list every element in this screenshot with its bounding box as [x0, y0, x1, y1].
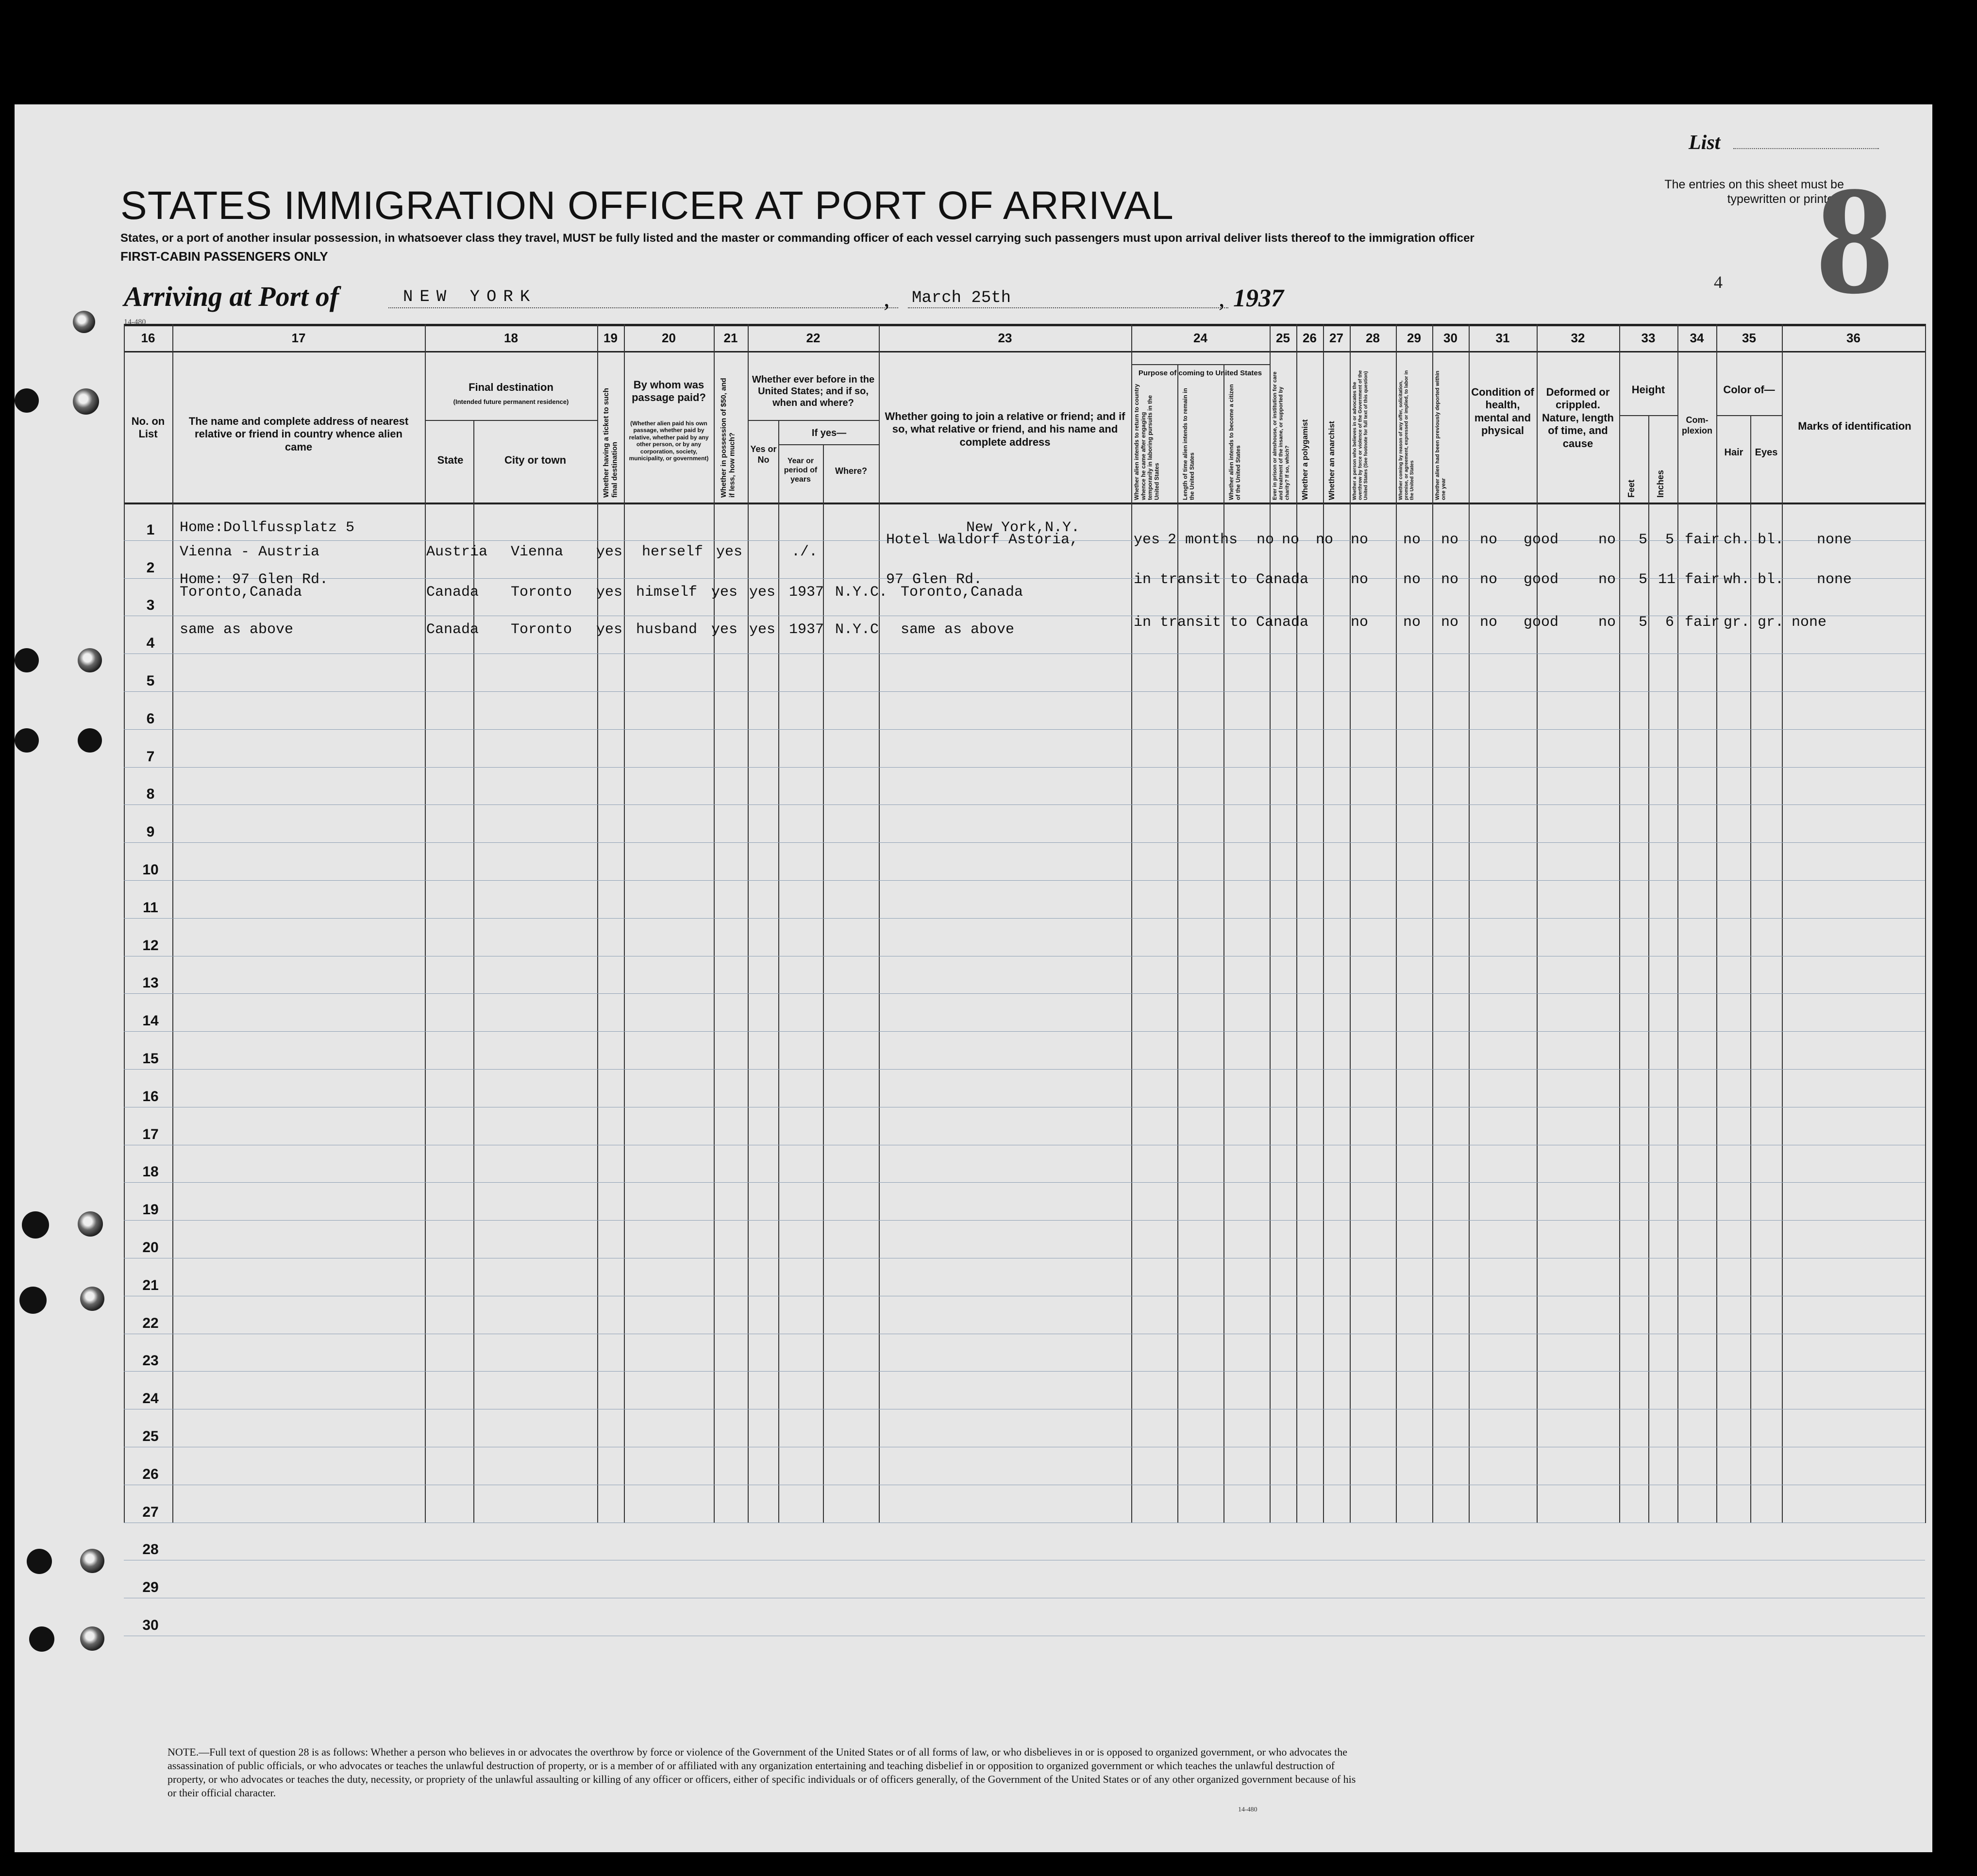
row3-inches: 6: [1665, 614, 1675, 631]
header-city: City or town: [504, 454, 567, 466]
column-line: [1677, 324, 1678, 1523]
row3-deformed: no: [1598, 614, 1616, 631]
row-rule: [124, 804, 1925, 805]
row-rule: [124, 842, 1925, 843]
header-final-destination: Final destination: [469, 381, 553, 393]
row3-paid-by: husband: [636, 621, 698, 638]
row3-anarchist: no: [1351, 614, 1369, 631]
header-q28: Whether a person who believes in or advocates the overthrow by force or violence of the Government of the United States (See footnote for full text of this question): [1352, 370, 1369, 500]
header-possession-50: Whether in possession of $50, and if less, how much?: [720, 378, 737, 498]
row-number: 19: [142, 1202, 159, 1218]
column-line: [823, 444, 824, 1523]
header-where: Where?: [835, 466, 867, 476]
header-purpose: Purpose of coming to United States: [1138, 369, 1262, 377]
row-rule: [124, 918, 1925, 919]
row1-length: 2 months: [1168, 532, 1238, 548]
column-number: 24: [1193, 331, 1207, 345]
list-label: List: [1689, 132, 1721, 154]
subheading: States, or a port of another insular possession, in whatsoever class they travel, MUST be fully listed and the master or commanding officer of each vessel carrying such passengers must upon arrival deliver lists thereof to the immigration officer: [120, 232, 1474, 245]
row-number: 12: [142, 937, 159, 954]
row3-possession: yes: [711, 621, 738, 638]
row-rule: [124, 729, 1925, 730]
binder-rivet: [80, 1287, 104, 1311]
row2-address-line1: Home: 97 Glen Rd.: [180, 571, 329, 588]
header-feet: Feet: [1626, 479, 1636, 498]
column-line: [1648, 415, 1649, 1523]
column-line: [425, 324, 426, 1523]
page-title: STATES IMMIGRATION OFFICER AT PORT OF ARRIVAL: [120, 184, 1174, 228]
row2-anarchist: no: [1351, 571, 1369, 588]
form-code: 14-480: [124, 318, 146, 326]
binder-hole: [27, 1549, 52, 1574]
header-purpose-return: Whether alien intends to return to country whence he came after engaging temporarily in laboring pursuits in the United States: [1133, 384, 1160, 500]
header-health: Condition of health, mental and physical: [1471, 386, 1534, 437]
row-number: 8: [146, 786, 155, 803]
row-number: 27: [142, 1504, 159, 1520]
column-number: 35: [1742, 331, 1756, 345]
row1-before-year: ./.: [791, 544, 818, 560]
row-rule: [124, 578, 1925, 579]
row1-city: Vienna: [511, 544, 564, 560]
row-number: 23: [142, 1353, 159, 1369]
row-rule: [124, 1031, 1925, 1032]
header-color-of: Color of—: [1723, 384, 1775, 396]
header-eyes: Eyes: [1755, 447, 1778, 458]
column-line: [624, 324, 625, 1523]
table-top-rule: [124, 324, 1925, 326]
row3-health: good: [1524, 614, 1559, 631]
header-no-on-list: No. on List: [131, 415, 165, 440]
row1-state: Austria: [426, 544, 488, 560]
row-number: 7: [146, 748, 155, 765]
row-number: 18: [142, 1164, 159, 1180]
header-nearest-relative: The name and complete address of nearest relative or friend in country whence alien came: [188, 415, 409, 453]
column-line: [714, 324, 715, 1523]
column-line: [1782, 324, 1783, 1523]
row2-city: Toronto: [511, 584, 572, 601]
column-line: [748, 324, 749, 1523]
row-number: 20: [142, 1240, 159, 1256]
column-number: 19: [603, 331, 618, 345]
column-number: 31: [1495, 331, 1510, 345]
column-line: [778, 420, 779, 1523]
header-inches: Inches: [1656, 469, 1665, 498]
column-line: [1925, 324, 1926, 1523]
typewritten-note: The entries on this sheet must be typewritten or printed.: [1664, 178, 1844, 206]
row-rule: [124, 653, 1925, 654]
row1-polygamist: no: [1316, 532, 1334, 548]
comma-1: ,: [884, 285, 890, 312]
row2-purpose: in transit to Canada: [1134, 571, 1309, 588]
row1-q28: no: [1403, 532, 1421, 548]
row1-anarchist: no: [1351, 532, 1369, 548]
row1-join-line2: Hotel Waldorf Astoria,: [886, 532, 1079, 548]
row3-q28: no: [1403, 614, 1421, 631]
header-hair: Hair: [1724, 447, 1743, 458]
column-line: [879, 324, 880, 1523]
binder-rivet: [73, 388, 99, 415]
column-line: [1432, 324, 1433, 1523]
row2-deformed: no: [1598, 571, 1616, 588]
bottom-form-code: 14-480: [1238, 1806, 1257, 1813]
row1-prison: no: [1282, 532, 1300, 548]
row3-complexion: fair: [1685, 614, 1720, 631]
row-rule: [124, 993, 1925, 994]
binder-hole: [22, 1211, 49, 1239]
header-deformed: Deformed or crippled. Nature, length of time, and cause: [1542, 386, 1614, 450]
row1-purpose: yes: [1134, 532, 1160, 548]
row2-state: Canada: [426, 584, 479, 601]
row2-health: good: [1524, 571, 1559, 588]
row-number: 25: [142, 1428, 159, 1444]
header-prison: Ever in prison or almshouse, or institution for care and treatment of the insane, or supported by charity? If so, which?: [1272, 371, 1290, 500]
header-state: State: [437, 454, 464, 466]
row-number: 24: [142, 1390, 159, 1407]
row-number: 3: [146, 597, 155, 614]
row-number: 30: [142, 1617, 159, 1633]
row3-address-line1: same as above: [180, 621, 294, 638]
arriving-label: Arriving at Port of: [124, 281, 339, 312]
column-number: 33: [1641, 331, 1656, 345]
subheader-rule: [1619, 415, 1677, 416]
column-line: [1619, 324, 1620, 1523]
row-rule: [124, 1220, 1925, 1221]
row2-before-yesno: yes: [749, 584, 776, 601]
subheader-rule: [1131, 364, 1270, 365]
row-rule: [124, 767, 1925, 768]
row3-marks: none: [1792, 614, 1827, 631]
header-passage-paid-sub: (Whether alien paid his own passage, whether paid by relative, whether paid by any other person, or by any corporation, society, municipality, or government): [629, 420, 709, 462]
row2-complexion: fair: [1685, 571, 1720, 588]
column-line: [1469, 324, 1470, 1523]
year-value: 1937: [1233, 285, 1284, 312]
subheader-rule: [748, 420, 879, 421]
row2-join-line1: 97 Glen Rd.: [886, 571, 983, 588]
row1-address-line2: Vienna - Austria: [180, 544, 320, 560]
column-line: [1323, 324, 1324, 1523]
row2-deported: no: [1480, 571, 1498, 588]
row-number: 5: [146, 673, 155, 689]
row3-deported: no: [1480, 614, 1498, 631]
header-bottom-rule: [124, 502, 1925, 504]
column-number: 16: [141, 331, 155, 345]
row2-address-line2: Toronto,Canada: [180, 584, 302, 601]
column-number: 18: [504, 331, 518, 345]
row1-feet: 5: [1639, 532, 1648, 548]
column-number: 17: [291, 331, 306, 345]
list-number: 8: [1816, 154, 1893, 326]
row1-inches: 5: [1665, 532, 1675, 548]
binder-hole: [15, 728, 39, 753]
row-number: 16: [142, 1088, 159, 1105]
column-number-rule: [124, 351, 1925, 352]
binder-hole: [29, 1626, 54, 1652]
row-number: 10: [142, 862, 159, 878]
row-number: 13: [142, 975, 159, 991]
binder-rivet: [80, 1626, 104, 1651]
column-line: [1270, 324, 1271, 1523]
row1-ticket: yes: [596, 544, 623, 560]
column-line: [1537, 324, 1538, 1523]
column-line: [1716, 324, 1717, 1523]
row2-possession: yes: [711, 584, 738, 601]
row3-before-year: 1937: [789, 621, 824, 638]
row-rule: [124, 880, 1925, 881]
header-complexion: Com-plexion: [1681, 415, 1712, 436]
port-line: [388, 307, 898, 308]
binder-hole: [15, 648, 39, 672]
row3-before-where: N.Y.C: [835, 621, 879, 638]
binder-rivet: [73, 311, 95, 333]
column-number: 36: [1846, 331, 1860, 345]
subheader-rule: [778, 444, 879, 445]
row1-complexion: fair: [1685, 532, 1720, 548]
row-number: 11: [143, 899, 158, 916]
row3-state: Canada: [426, 621, 479, 638]
row1-join-line1: New York,N.Y.: [966, 519, 1080, 536]
row1-eyes: bl.: [1758, 532, 1784, 548]
row2-inches: 11: [1658, 571, 1676, 588]
list-line: [1733, 148, 1879, 149]
column-number: 26: [1303, 331, 1317, 345]
row2-before-where: N.Y.C.: [835, 584, 888, 601]
row2-before-year: 1937: [789, 584, 824, 601]
row3-ticket: yes: [596, 621, 623, 638]
column-line: [124, 324, 125, 1523]
column-line: [597, 324, 598, 1523]
row-number: 1: [146, 521, 155, 538]
binder-hole: [78, 728, 102, 753]
row3-eyes: gr.: [1758, 614, 1784, 631]
column-line: [1350, 324, 1351, 1523]
row2-paid-by: himself: [636, 584, 698, 601]
subheader-rule: [1716, 415, 1782, 416]
binder-rivet: [80, 1549, 104, 1573]
row-number: 15: [142, 1051, 159, 1067]
binder-rivet: [78, 648, 102, 672]
row-rule: [124, 691, 1925, 692]
row-number: 28: [142, 1541, 159, 1558]
column-number: 29: [1407, 331, 1421, 345]
header-polygamist: Whether a polygamist: [1301, 419, 1309, 500]
column-number: 28: [1366, 331, 1380, 345]
row2-q28: no: [1403, 571, 1421, 588]
row-number: 2: [146, 559, 155, 576]
row3-purpose: in transit to Canada: [1134, 614, 1309, 631]
binder-hole: [15, 388, 39, 413]
header-passage-paid: By whom was passage paid?: [632, 379, 706, 404]
header-height: Height: [1631, 384, 1665, 396]
header-year: Year or period of years: [784, 457, 818, 484]
row1-address-line1: Home:Dollfussplatz 5: [180, 519, 355, 536]
footnote-q28: NOTE.—Full text of question 28 is as follows: Whether a person who believes in or advocates the overthrow by force or violence of the Government of the United States or of all forms of law, or who disbelieves in or is opposed to organized government, or who advocates the assassination of public officials, or who advocates or teaches the unlawful destruction of property, or is a member of or affiliated with any organization entertaining and teaching disbelief in or opposition to organized government or which teaches the unlawful destruction of property, or who advocates or teaches the duty, necessity, or propriety of the unlawful assaulting or killing of any officer or officers, either of specific individuals or of officers generally, of the Government of the United States or of any other organized government because of his or their official character.: [168, 1746, 1356, 1799]
subheader-rule: [425, 420, 597, 421]
column-number: 27: [1329, 331, 1343, 345]
column-line: [1296, 324, 1297, 1523]
header-yes-no: Yes or No: [750, 444, 777, 465]
column-number: 30: [1443, 331, 1458, 345]
header-marks: Marks of identification: [1798, 420, 1911, 432]
row1-health: good: [1524, 532, 1559, 548]
row1-deported: no: [1480, 532, 1498, 548]
column-number: 22: [806, 331, 821, 345]
port-value: NEW YORK: [403, 288, 537, 306]
row-number: 4: [146, 635, 155, 652]
row1-hair: ch.: [1724, 532, 1750, 548]
row2-q29: no: [1441, 571, 1459, 588]
row3-before-yesno: yes: [749, 621, 776, 638]
row2-ticket: yes: [596, 584, 623, 601]
row-number: 14: [142, 1013, 159, 1029]
header-final-destination-sub: (Intended future permanent residence): [453, 398, 569, 405]
column-line: [1750, 415, 1751, 1523]
row1-possession: yes: [716, 544, 743, 560]
row2-feet: 5: [1639, 571, 1648, 588]
row3-hair: gr.: [1724, 614, 1750, 631]
row-number: 22: [142, 1315, 159, 1331]
row1-paid-by: herself: [642, 544, 704, 560]
header-length-of-stay: Length of time alien intends to remain in the United States: [1182, 388, 1195, 500]
row1-marks: none: [1817, 532, 1852, 548]
header-ticket: Whether having a ticket to such final destination: [602, 388, 619, 498]
row-number: 17: [142, 1126, 159, 1142]
column-number: 34: [1690, 331, 1704, 345]
column-line: [172, 324, 173, 1523]
row2-marks: none: [1817, 571, 1852, 588]
row1-q29: no: [1441, 532, 1459, 548]
column-line: [1396, 324, 1397, 1523]
row-number: 26: [142, 1466, 159, 1482]
manifest-sheet: [15, 104, 1932, 1852]
header-become-citizen: Whether alien intends to become a citizen of the United States: [1228, 384, 1241, 500]
row3-join-line1: same as above: [901, 621, 1015, 638]
row2-eyes: bl.: [1758, 571, 1784, 588]
row-number: 29: [142, 1579, 159, 1596]
header-if-yes: If yes—: [811, 428, 847, 438]
date-line: [908, 307, 1228, 308]
row-number: 21: [142, 1277, 159, 1293]
comma-2: ,: [1219, 285, 1225, 312]
header-ever-before: Whether ever before in the United States; and if so, when and where?: [752, 374, 875, 408]
row-rule: [124, 1371, 1925, 1372]
row2-join-line2: Toronto,Canada: [901, 584, 1023, 601]
column-number: 32: [1571, 331, 1585, 345]
row-number: 9: [146, 824, 155, 840]
row-rule: [124, 1069, 1925, 1070]
row1-deformed: no: [1598, 532, 1616, 548]
row2-hair: wh.: [1724, 571, 1750, 588]
row-number: 6: [146, 710, 155, 727]
column-number: 23: [998, 331, 1012, 345]
binder-hole: [19, 1287, 47, 1314]
row3-q29: no: [1441, 614, 1459, 631]
row1-citizen: no: [1257, 532, 1274, 548]
row3-feet: 5: [1639, 614, 1648, 631]
subheading-class: FIRST-CABIN PASSENGERS ONLY: [120, 249, 328, 264]
header-q29: Whether coming by reason of any offer, solicitation, promise, or agreement, expressed or implied, to labor in the United States: [1398, 370, 1415, 500]
column-number: 20: [662, 331, 676, 345]
row3-city: Toronto: [511, 621, 572, 638]
date-value: March 25th: [912, 289, 1011, 307]
sheet-small-number: 4: [1714, 272, 1723, 292]
header-going-to-join: Whether going to join a relative or friend; and if so, what relative or friend, and his name and complete address: [885, 410, 1125, 448]
binder-rivet: [78, 1211, 103, 1237]
column-line: [1131, 324, 1132, 1523]
column-number: 21: [723, 331, 738, 345]
row-rule: [124, 1182, 1925, 1183]
column-number: 25: [1276, 331, 1290, 345]
header-anarchist: Whether an anarchist: [1328, 421, 1336, 500]
header-deported: Whether alien had been previously deported within one year: [1435, 370, 1447, 500]
